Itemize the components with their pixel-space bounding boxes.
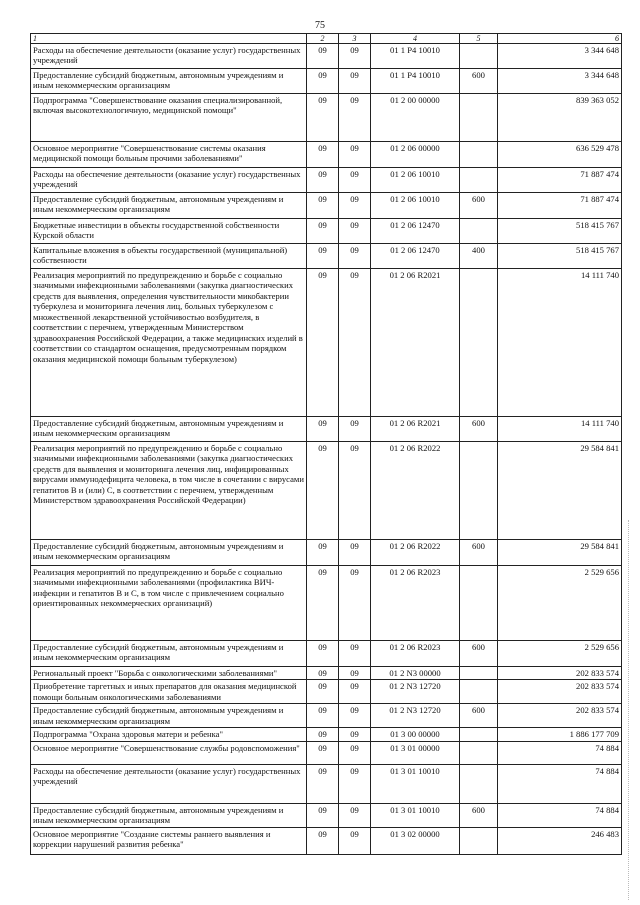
table-row (31, 728, 622, 741)
amount: 2 529 656 (498, 566, 622, 641)
section-code: 09 (307, 741, 339, 764)
subsection-code: 09 (339, 540, 371, 566)
subsection-code: 09 (339, 442, 371, 540)
page-number: 75 (315, 20, 325, 31)
subsection-code: 09 (339, 142, 371, 168)
table-row (31, 269, 622, 417)
table-row (31, 764, 622, 803)
target-article-code: 01 3 01 10010 (371, 764, 460, 803)
item-name: Подпрограмма "Охрана здоровья матери и ребенка" (31, 728, 307, 741)
section-code: 09 (307, 566, 339, 641)
subsection-code: 09 (339, 728, 371, 741)
expense-type-code (460, 827, 498, 854)
column-header-6: 6 (498, 34, 622, 44)
expense-type-code (460, 219, 498, 244)
item-name: Реализация мероприятий по предупреждению и борьбе с социально значимыми инфекционными заболеваниями (профилактика ВИЧ-инфекции и гепатитов В и С, в том числе с привлечением социально ориентированных некоммерческих организаций) (31, 566, 307, 641)
target-article-code: 01 2 N3 00000 (371, 667, 460, 680)
section-code: 09 (307, 764, 339, 803)
table-row (31, 827, 622, 854)
table-row (31, 193, 622, 219)
table-row (31, 442, 622, 540)
section-code: 09 (307, 244, 339, 269)
section-code: 09 (307, 442, 339, 540)
target-article-code: 01 3 01 10010 (371, 803, 460, 827)
column-header-3: 3 (339, 34, 371, 44)
subsection-code: 09 (339, 44, 371, 69)
item-name: Предоставление субсидий бюджетным, автономным учреждениям и иным некоммерческим организациям (31, 417, 307, 442)
table-header-row (31, 34, 622, 44)
item-name: Подпрограмма "Совершенствование оказания специализированной, включая высокотехнологичную, медицинской помощи" (31, 94, 307, 142)
item-name: Основное мероприятие "Совершенствование системы оказания медицинской помощи больным прочими заболеваниями" (31, 142, 307, 168)
subsection-code: 09 (339, 69, 371, 94)
item-name: Предоставление субсидий бюджетным, автономным учреждениям и иным некоммерческим организациям (31, 540, 307, 566)
table-row (31, 641, 622, 667)
target-article-code: 01 2 06 R2023 (371, 641, 460, 667)
target-article-code: 01 2 00 00000 (371, 94, 460, 142)
section-code: 09 (307, 827, 339, 854)
item-name: Расходы на обеспечение деятельности (оказание услуг) государственных учреждений (31, 764, 307, 803)
table-row (31, 741, 622, 764)
table-row (31, 44, 622, 69)
item-name: Предоставление субсидий бюджетным, автономным учреждениям и иным некоммерческим организациям (31, 803, 307, 827)
expense-type-code: 600 (460, 641, 498, 667)
section-code: 09 (307, 142, 339, 168)
expense-type-code (460, 566, 498, 641)
table-row (31, 540, 622, 566)
item-name: Капитальные вложения в объекты государственной (муниципальной) собственности (31, 244, 307, 269)
table-row (31, 566, 622, 641)
subsection-code: 09 (339, 741, 371, 764)
amount: 202 833 574 (498, 704, 622, 728)
amount: 246 483 (498, 827, 622, 854)
amount: 1 886 177 709 (498, 728, 622, 741)
subsection-code: 09 (339, 168, 371, 193)
expense-type-code: 600 (460, 69, 498, 94)
section-code: 09 (307, 728, 339, 741)
item-name: Реализация мероприятий по предупреждению и борьбе с социально значимыми инфекционными заболеваниями (закупка диагностических средств для выявления и мониторинга лечения лиц, инфицированных вирусами иммунодефицита человека, в том числе в сочетании с вирусами гепатитов В и (или) С, в соответствии с перечнем, утвержденным Министерством здравоохранения Российской Федерации) (31, 442, 307, 540)
table-row (31, 168, 622, 193)
column-header-5: 5 (460, 34, 498, 44)
expense-type-code: 600 (460, 704, 498, 728)
amount: 518 415 767 (498, 219, 622, 244)
target-article-code: 01 2 06 R2021 (371, 417, 460, 442)
table-row (31, 680, 622, 704)
expense-type-code (460, 764, 498, 803)
subsection-code: 09 (339, 219, 371, 244)
table-row (31, 142, 622, 168)
amount: 2 529 656 (498, 641, 622, 667)
target-article-code: 01 2 06 R2022 (371, 442, 460, 540)
section-code: 09 (307, 803, 339, 827)
subsection-code: 09 (339, 680, 371, 704)
expense-type-code: 600 (460, 803, 498, 827)
item-name: Региональный проект "Борьба с онкологическими заболеваниями" (31, 667, 307, 680)
table-row (31, 244, 622, 269)
item-name: Предоставление субсидий бюджетным, автономным учреждениям и иным некоммерческим организациям (31, 641, 307, 667)
section-code: 09 (307, 219, 339, 244)
expense-type-code (460, 680, 498, 704)
table-row (31, 94, 622, 142)
item-name: Приобретение таргетных и иных препаратов для оказания медицинской помощи больным онкологическими заболеваниями (31, 680, 307, 704)
expense-type-code: 400 (460, 244, 498, 269)
section-code: 09 (307, 193, 339, 219)
expense-type-code (460, 442, 498, 540)
subsection-code: 09 (339, 417, 371, 442)
expense-type-code: 600 (460, 540, 498, 566)
target-article-code: 01 2 N3 12720 (371, 704, 460, 728)
amount: 71 887 474 (498, 193, 622, 219)
table-row (31, 417, 622, 442)
section-code: 09 (307, 641, 339, 667)
item-name: Реализация мероприятий по предупреждению и борьбе с социально значимыми инфекционными заболеваниями (закупка диагностических средств для выявления, определения чувствительности микобактерии туберкулеза и мониторинга лечения лиц, больных туберкулезом с множественной лекарственной устойчивостью возбудителя, в соответствии с перечнем, утвержденным Министерством здравоохранения Российской Федерации, а также медицинских изделий в соответствии со стандартом оснащения, предусмотренным порядком оказания медицинской помощи больным туберкулезом) (31, 269, 307, 417)
expense-type-code (460, 142, 498, 168)
amount: 29 584 841 (498, 540, 622, 566)
expense-type-code: 600 (460, 193, 498, 219)
expense-type-code (460, 741, 498, 764)
item-name: Основное мероприятие "Совершенствование службы родовспоможения" (31, 741, 307, 764)
expense-type-code (460, 44, 498, 69)
table-row (31, 219, 622, 244)
expense-type-code (460, 667, 498, 680)
section-code: 09 (307, 168, 339, 193)
budget-table (30, 33, 622, 855)
section-code: 09 (307, 94, 339, 142)
table-body (31, 44, 622, 855)
section-code: 09 (307, 680, 339, 704)
expense-type-code (460, 269, 498, 417)
subsection-code: 09 (339, 94, 371, 142)
item-name: Предоставление субсидий бюджетным, автономным учреждениям и иным некоммерческим организациям (31, 704, 307, 728)
table-row (31, 667, 622, 680)
section-code: 09 (307, 667, 339, 680)
target-article-code: 01 2 N3 12720 (371, 680, 460, 704)
column-header-1: 1 (31, 34, 307, 44)
amount: 518 415 767 (498, 244, 622, 269)
target-article-code: 01 3 02 00000 (371, 827, 460, 854)
target-article-code: 01 2 06 00000 (371, 142, 460, 168)
table-row (31, 69, 622, 94)
target-article-code: 01 2 06 R2021 (371, 269, 460, 417)
table-row (31, 704, 622, 728)
amount: 202 833 574 (498, 667, 622, 680)
expense-type-code (460, 94, 498, 142)
amount: 74 884 (498, 803, 622, 827)
item-name: Предоставление субсидий бюджетным, автономным учреждениям и иным некоммерческим организациям (31, 69, 307, 94)
target-article-code: 01 2 06 R2022 (371, 540, 460, 566)
expense-type-code (460, 728, 498, 741)
column-header-4: 4 (371, 34, 460, 44)
target-article-code: 01 1 Р4 10010 (371, 44, 460, 69)
subsection-code: 09 (339, 566, 371, 641)
subsection-code: 09 (339, 667, 371, 680)
target-article-code: 01 2 06 12470 (371, 244, 460, 269)
column-header-2: 2 (307, 34, 339, 44)
amount: 14 111 740 (498, 269, 622, 417)
target-article-code: 01 1 Р4 10010 (371, 69, 460, 94)
section-code: 09 (307, 69, 339, 94)
subsection-code: 09 (339, 827, 371, 854)
subsection-code: 09 (339, 193, 371, 219)
subsection-code: 09 (339, 244, 371, 269)
amount: 3 344 648 (498, 44, 622, 69)
target-article-code: 01 2 06 R2023 (371, 566, 460, 641)
amount: 3 344 648 (498, 69, 622, 94)
amount: 29 584 841 (498, 442, 622, 540)
item-name: Расходы на обеспечение деятельности (оказание услуг) государственных учреждений (31, 168, 307, 193)
amount: 71 887 474 (498, 168, 622, 193)
target-article-code: 01 2 06 10010 (371, 168, 460, 193)
subsection-code: 09 (339, 269, 371, 417)
amount: 202 833 574 (498, 680, 622, 704)
amount: 14 111 740 (498, 417, 622, 442)
expense-type-code: 600 (460, 417, 498, 442)
section-code: 09 (307, 417, 339, 442)
subsection-code: 09 (339, 803, 371, 827)
section-code: 09 (307, 704, 339, 728)
target-article-code: 01 2 06 10010 (371, 193, 460, 219)
subsection-code: 09 (339, 641, 371, 667)
amount: 74 884 (498, 741, 622, 764)
item-name: Расходы на обеспечение деятельности (оказание услуг) государственных учреждений (31, 44, 307, 69)
target-article-code: 01 3 00 00000 (371, 728, 460, 741)
section-code: 09 (307, 540, 339, 566)
target-article-code: 01 2 06 12470 (371, 219, 460, 244)
target-article-code: 01 3 01 00000 (371, 741, 460, 764)
subsection-code: 09 (339, 764, 371, 803)
amount: 74 884 (498, 764, 622, 803)
subsection-code: 09 (339, 704, 371, 728)
item-name: Предоставление субсидий бюджетным, автономным учреждениям и иным некоммерческим организациям (31, 193, 307, 219)
expense-type-code (460, 168, 498, 193)
section-code: 09 (307, 44, 339, 69)
amount: 839 363 052 (498, 94, 622, 142)
scan-edge-line (628, 520, 630, 900)
table-row (31, 803, 622, 827)
section-code: 09 (307, 269, 339, 417)
item-name: Бюджетные инвестиции в объекты государственной собственности Курской области (31, 219, 307, 244)
amount: 636 529 478 (498, 142, 622, 168)
item-name: Основное мероприятие "Создание системы раннего выявления и коррекции нарушений развития ребенка" (31, 827, 307, 854)
